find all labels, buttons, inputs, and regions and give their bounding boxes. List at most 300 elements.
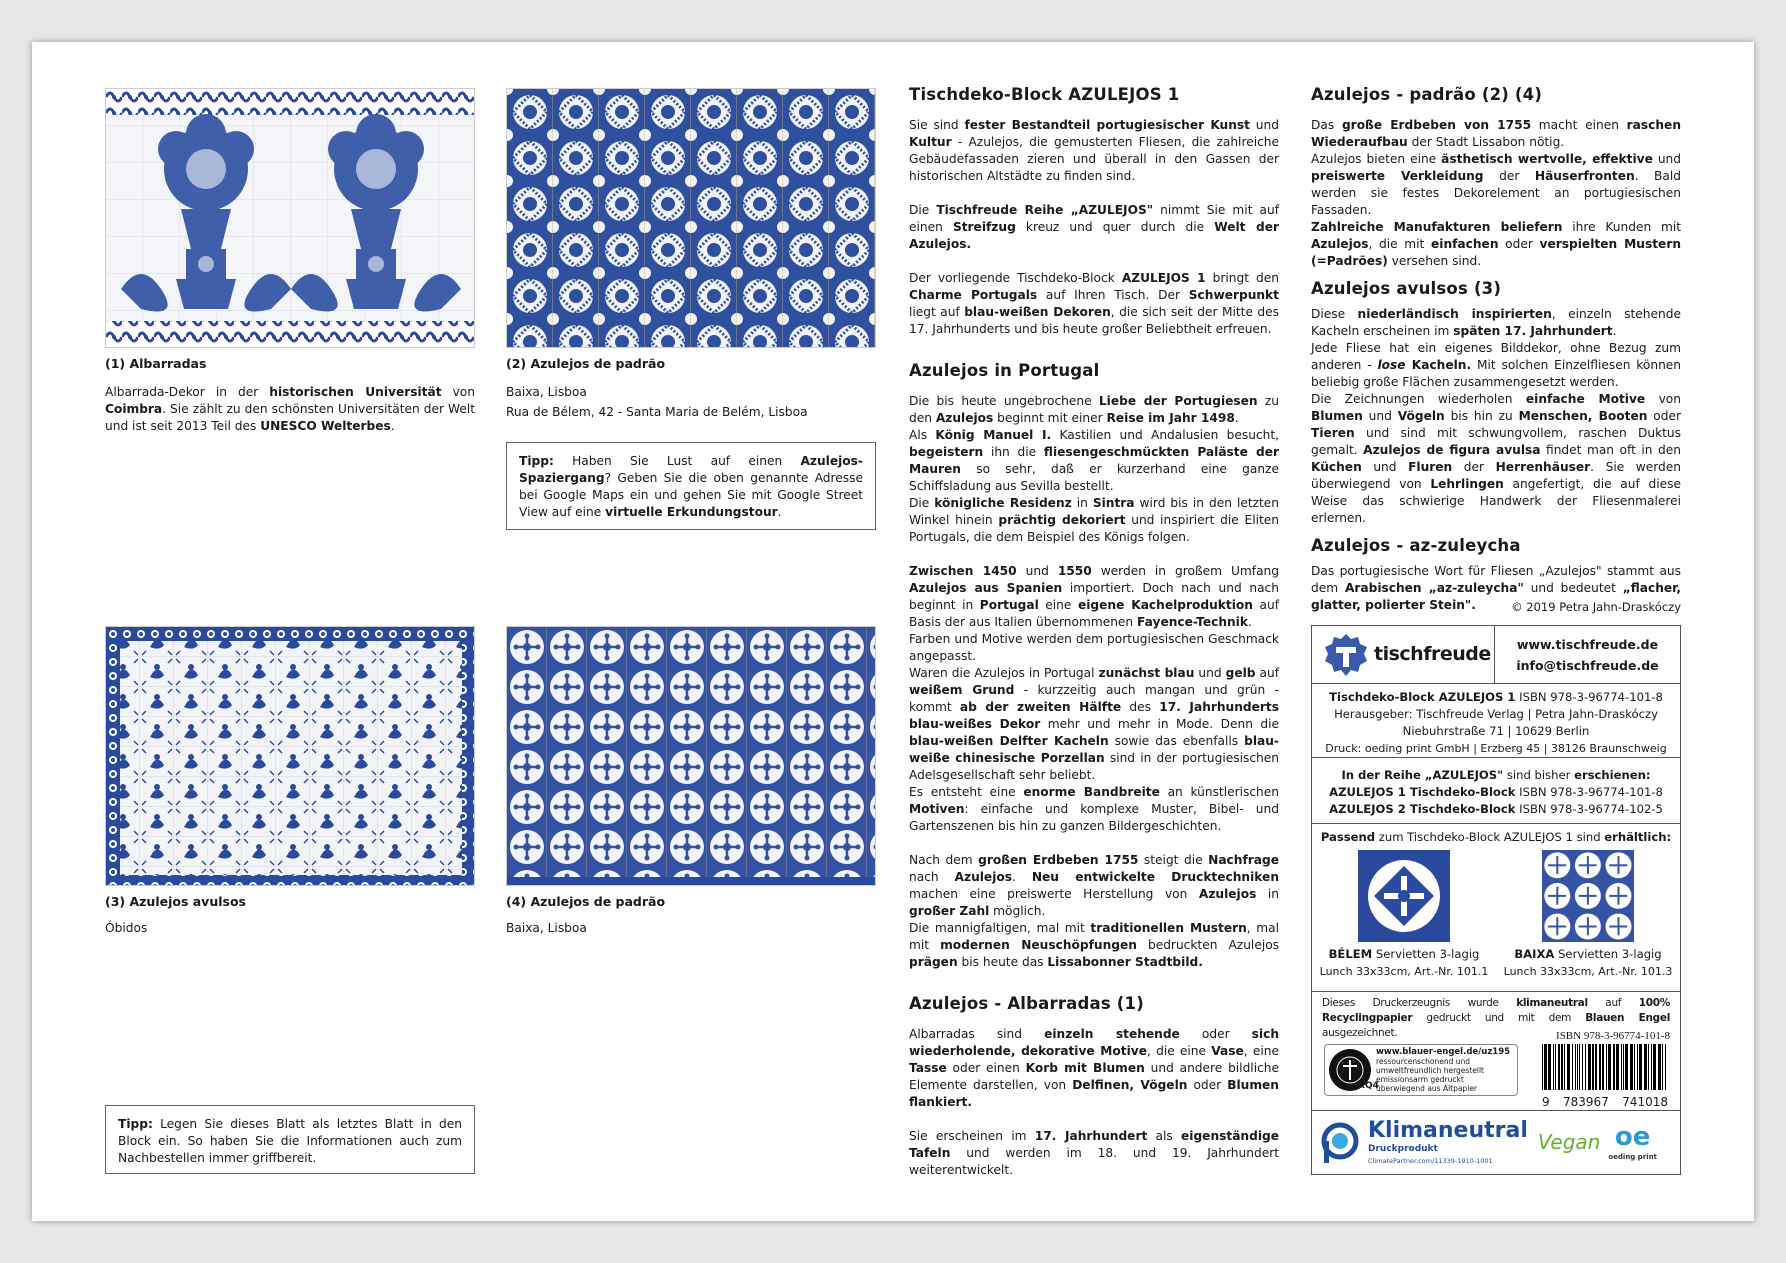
text-run: Haben Sie Lust auf einen	[553, 454, 801, 468]
address-line: Rua de Bélem, 42 - Santa Maria de Belém, Lisboa	[506, 405, 808, 419]
text-run: Die Zeichnungen wiederholen	[1311, 392, 1526, 406]
emphasis-text: Tipp:	[519, 454, 554, 468]
text-run: , die sich seit der Mitte des 17. Jahrhunderts und bis heute großer Beliebtheit erfreuen.	[909, 305, 1279, 336]
emphasis-text: 100% Recyclingpapier	[1322, 997, 1670, 1024]
text-run: und	[1194, 666, 1226, 680]
emphasis-text: erhältlich:	[1604, 830, 1672, 844]
padrao-paragraph	[1311, 151, 1681, 219]
barcode-digit: 783967	[1563, 1095, 1609, 1109]
text-run: und werden im 18. und 19. Jahrhundert weiterentwickelt.	[909, 1146, 1279, 1177]
barcode-bar	[1662, 1044, 1663, 1090]
text-run: oder	[1187, 1078, 1228, 1092]
text-run: bis heute das	[957, 955, 1048, 969]
text-run: sowie das ebenfalls	[1108, 734, 1245, 748]
barcode-bar	[1639, 1044, 1642, 1090]
portugal-paragraph	[909, 631, 1279, 665]
text-run: sind in der portugiesischen Adelsgesellschaft sehr beliebt.	[909, 751, 1280, 782]
emphasis-text: virtuelle Erkundungstour	[605, 505, 778, 519]
section-title-zuleycha: Azulejos - az-zuleycha	[1311, 536, 1521, 555]
text-run: Servietten 3-lagig	[1554, 947, 1662, 961]
emphasis-text: gelb	[1225, 666, 1256, 680]
portugal-paragraph	[909, 852, 1279, 920]
emphasis-text: In der Reihe „AZULEJOS"	[1341, 768, 1504, 782]
emphasis-text: Vase	[1211, 1044, 1244, 1058]
emphasis-text: AZULEJOS 1	[1121, 271, 1206, 285]
emphasis-text: prägen	[909, 955, 958, 969]
barcode-bar	[1616, 1044, 1619, 1090]
text-run: Die	[909, 203, 937, 217]
avulsos-paragraph	[1311, 306, 1681, 340]
barcode-bar	[1651, 1044, 1652, 1090]
text-run: Druck: oeding print GmbH | Erzberg 45 | 38126 Braunschweig	[1325, 742, 1667, 755]
albarradas-illustration	[106, 89, 475, 348]
tischfreude-logo	[1312, 626, 1495, 683]
emphasis-text: Azulejos de figura avulsa	[1363, 443, 1541, 457]
emphasis-text: Azulejos	[954, 870, 1012, 884]
text-run: ausgezeichnet.	[1322, 1027, 1398, 1039]
text-run: und	[1652, 152, 1682, 166]
caption-padrao-1: (2) Azulejos de padrão	[506, 356, 666, 371]
emphasis-text: Kacheln.	[1405, 358, 1472, 372]
portugal-paragraph	[909, 563, 1279, 631]
barcode-bar	[1567, 1044, 1570, 1090]
barcode-bar	[1648, 1044, 1649, 1090]
vegan-logo: Vegan	[1537, 1130, 1601, 1154]
emphasis-text: Tieren	[1311, 426, 1355, 440]
emphasis-text: BÉLEM	[1328, 947, 1373, 961]
eco-point: ressourcenschonend und umweltfreundlich hergestellt	[1376, 1057, 1484, 1075]
barcode-bar	[1548, 1044, 1551, 1090]
emphasis-text: Korb mit Blumen	[1025, 1061, 1145, 1075]
text-run: Als	[909, 428, 936, 442]
text-run: Mit solchen Einzelfliesen können beliebig große Flächen zusammengesetzt werden.	[1311, 358, 1682, 389]
text-run: . Sie zählt zu den schönsten Universitäten der Welt und ist seit 2013 Teil des	[105, 402, 475, 433]
padrao-pattern-2	[507, 627, 876, 886]
text-run: versehen sind.	[1387, 254, 1482, 268]
emphasis-text: Neu entwickelte Drucktechniken	[1031, 870, 1279, 884]
text-run: kreuz und quer durch die	[1015, 220, 1215, 234]
website-link[interactable]: www.tischfreude.de	[1516, 636, 1659, 652]
email-link[interactable]: info@tischfreude.de	[1516, 657, 1659, 673]
emphasis-text: einfachen	[1431, 237, 1499, 251]
text-run: sind bisher	[1503, 768, 1575, 782]
portugal-paragraph	[909, 920, 1279, 971]
emphasis-text: raschen Wiederaufbau	[1311, 118, 1682, 149]
emphasis-text: UNESCO Welterbes	[260, 419, 391, 433]
product-belem[interactable]	[1320, 850, 1489, 980]
oeding-name: oeding print	[1608, 1152, 1657, 1161]
caption-padrao-2: (4) Azulejos de padrão	[506, 894, 666, 909]
text-run: ISBN 978-3-96774-101-8	[1515, 690, 1663, 704]
emphasis-text: begeistern	[909, 445, 984, 459]
text-run: Das portugiesische Wort für Fliesen „Azulejos" stammt aus dem	[1311, 564, 1681, 595]
emphasis-text: traditionellen Mustern	[1090, 921, 1247, 935]
text-run: bedruckten Azulejos	[1136, 938, 1280, 952]
barcode-bar	[1665, 1044, 1666, 1090]
emphasis-text: Lehrlingen	[1430, 477, 1504, 491]
barcode-bar	[1572, 1044, 1573, 1090]
text-run: und	[1016, 564, 1058, 578]
imprint-line	[1312, 740, 1680, 757]
barcode-bar	[1658, 1044, 1661, 1090]
text-run: , die mit	[1368, 237, 1431, 251]
text-run: .	[1012, 870, 1032, 884]
emphasis-text: fester Bestandteil portugiesischer Kunst	[964, 118, 1250, 132]
imprint-row	[1312, 684, 1680, 758]
text-run: .	[390, 419, 395, 433]
emphasis-text: Charme Portugals	[909, 288, 1038, 302]
emphasis-text: Tasse	[909, 1061, 947, 1075]
klima-url: ClimatePartner.com/11339-1910-1001	[1368, 1156, 1493, 1165]
text-run: möglich.	[989, 904, 1046, 918]
text-run: oder einen	[946, 1061, 1026, 1075]
klimaneutral-logo	[1368, 1119, 1528, 1167]
text-run: Der vorliegende Tischdeko-Block	[909, 271, 1122, 285]
text-run: als	[1147, 1129, 1182, 1143]
emphasis-text: Azulejos	[935, 411, 994, 425]
emphasis-text: Tipp:	[118, 1117, 153, 1131]
emphasis-text: ab der zweiten Hälfte	[959, 700, 1122, 714]
emphasis-text: Sintra	[1092, 496, 1135, 510]
emphasis-text: klimaneutral	[1516, 997, 1588, 1009]
barcode-bar	[1599, 1044, 1601, 1090]
text-run: und inspiriert die Eliten Portugals, die dem Beispiel des Königs folgen.	[909, 513, 1280, 544]
emphasis-text: Azulejos	[1311, 237, 1369, 251]
text-run: .	[777, 505, 782, 519]
emphasis-text: 1550	[1057, 564, 1092, 578]
text-run: oder	[1179, 1027, 1252, 1041]
barcode-bar	[1564, 1044, 1565, 1090]
barcode-bar	[1621, 1044, 1622, 1090]
barcode-bar	[1558, 1044, 1560, 1090]
column-styles	[1311, 86, 1681, 616]
emphasis-text: Passend	[1320, 830, 1376, 844]
text-run: auf	[1587, 997, 1639, 1009]
text-run: und	[1249, 118, 1279, 132]
series-row	[1312, 758, 1680, 824]
climatepartner-icon	[1320, 1121, 1360, 1165]
klima-title: Klimaneutral	[1368, 1117, 1528, 1143]
barcode-bar	[1653, 1044, 1656, 1090]
text-run: gedruckt und mit dem	[1412, 1012, 1586, 1024]
emphasis-text: königliche Residenz	[934, 496, 1072, 510]
text-run: liegt auf	[909, 305, 965, 319]
padrao-2-location: Baixa, Lisboa	[506, 921, 587, 935]
text-run: und sind mit schwungvollem, raschen Duktus gemalt.	[1311, 426, 1681, 457]
emphasis-text: Nachfrage	[1208, 853, 1279, 867]
text-run: , einzeln stehende Kacheln erscheinen im	[1311, 307, 1681, 338]
emphasis-text: Zahlreiche Manufakturen beliefern	[1311, 220, 1563, 234]
albarradas-paragraph	[909, 1128, 1279, 1179]
belem-napkin-image	[1358, 850, 1450, 942]
emphasis-text: Delfinen, Vögeln	[1072, 1078, 1188, 1092]
series-line	[1312, 784, 1680, 801]
emphasis-text: ästhetisch wertvolle, effektive	[1441, 152, 1653, 166]
emphasis-text: „flacher, glatter, polierter Stein".	[1311, 581, 1681, 612]
emphasis-text: Tischfreude Reihe „AZULEJOS"	[936, 203, 1154, 217]
padrao-photo-1	[506, 88, 876, 348]
emphasis-text: Azulejos	[1198, 887, 1257, 901]
text-run: der	[1452, 460, 1496, 474]
series-line	[1312, 767, 1680, 784]
text-run: Niebuhrstraße 71 | 10629 Berlin	[1402, 724, 1590, 738]
text-run: . Bald werden sie festes Dekorelement an portugiesischen Fassaden.	[1311, 169, 1682, 217]
intro-paragraph	[909, 202, 1279, 253]
text-run: des	[1121, 700, 1160, 714]
barcode-bar	[1555, 1044, 1556, 1090]
main-title: Tischdeko-Block AZULEJOS 1	[909, 85, 1180, 104]
barcode-bar	[1606, 1044, 1607, 1090]
text-run: auf Ihren Tisch. Der	[1037, 288, 1189, 302]
emphasis-text: späten 17. Jahrhundert	[1453, 324, 1613, 338]
text-run: werden in großem Umfang	[1091, 564, 1279, 578]
text-run: und andere bildliche Elemente darstellen, von	[909, 1061, 1280, 1092]
tip-box-sheet	[105, 1105, 475, 1174]
albarradas-description	[105, 384, 475, 435]
location-line: Baixa, Lisboa	[506, 385, 587, 399]
emphasis-text: Herrenhäuser	[1495, 460, 1591, 474]
blauer-engel-label	[1324, 1044, 1518, 1096]
emphasis-text: Häuserfronten	[1534, 169, 1635, 183]
text-run: und	[1362, 409, 1398, 423]
text-run: Sie erscheinen im	[909, 1129, 1035, 1143]
eco-point: emissionsarm gedruckt	[1376, 1075, 1464, 1084]
text-run: Azulejos bieten eine	[1311, 152, 1442, 166]
intro-paragraph	[909, 270, 1279, 338]
emphasis-text: Azulejos aus Spanien	[909, 581, 1063, 595]
text-run: Legen Sie dieses Blatt als letztes Blatt in den Block ein. So haben Sie die Informationen auch zum Nachbestellen immer griffbereit.	[118, 1117, 462, 1165]
emphasis-text: einzeln stehende	[1044, 1027, 1180, 1041]
text-run: der Stadt Lissabon nötig.	[1407, 135, 1565, 149]
section-title-portugal: Azulejos in Portugal	[909, 361, 1100, 380]
emphasis-text: AZULEJOS 1 Tischdeko-Block	[1329, 785, 1516, 799]
barcode-bar	[1608, 1044, 1611, 1090]
emphasis-text: enorme Bandbreite	[1023, 785, 1160, 799]
barcode-bar	[1623, 1044, 1624, 1090]
barcode-digit: 9	[1542, 1095, 1550, 1109]
text-run: oder	[1498, 237, 1540, 251]
section-title-avulsos: Azulejos avulsos (3)	[1311, 279, 1502, 298]
barcode-bar	[1577, 1044, 1578, 1090]
emphasis-text: AZULEJOS 2 Tischdeko-Block	[1329, 802, 1516, 816]
emphasis-text: blau-weiße chinesische Porzellan	[909, 734, 1279, 765]
emphasis-text: Tischdeko-Block AZULEJOS 1	[1329, 690, 1516, 704]
emphasis-text: Portugal	[979, 598, 1039, 612]
albarradas-paragraph	[909, 1026, 1279, 1111]
emphasis-text: große Erdbeben von 1755	[1341, 118, 1532, 132]
text-run: Farben und Motive werden dem portugiesischen Geschmack angepasst.	[909, 632, 1279, 663]
text-run: : einfache und komplexe Muster, Bibel- und Gartenszenen bis hin zu ganzen Bildergeschichten.	[909, 802, 1279, 833]
emphasis-text: König Manuel I.	[935, 428, 1052, 442]
emphasis-text: eigenständige Tafeln	[909, 1129, 1279, 1160]
text-run: von	[441, 385, 475, 399]
emphasis-text: lose	[1377, 358, 1406, 372]
emphasis-text: Lissabonner Stadtbild.	[1047, 955, 1203, 969]
barcode-bar	[1588, 1044, 1591, 1090]
portugal-paragraph	[909, 495, 1279, 546]
text-run: machen eine preiswerte Herstellung von	[909, 887, 1199, 901]
emphasis-text: Vögeln	[1397, 409, 1445, 423]
text-run: bis hin zu	[1444, 409, 1519, 423]
emphasis-text: niederländisch inspirierten	[1357, 307, 1552, 321]
portugal-paragraph	[909, 665, 1279, 784]
text-run: Sie sind	[909, 118, 965, 132]
text-run: und	[1361, 460, 1409, 474]
portugal-paragraph	[909, 427, 1279, 495]
text-run: eine	[1038, 598, 1078, 612]
avulsos-pattern	[106, 627, 475, 886]
text-run: zu den	[909, 394, 1280, 425]
text-run: Waren die Azulejos in Portugal	[909, 666, 1099, 680]
barcode-bar	[1637, 1044, 1638, 1090]
emphasis-text: Welt der Azulejos.	[909, 220, 1279, 251]
barcode-bars	[1542, 1044, 1668, 1090]
emphasis-text: großen Erdbeben 1755	[978, 853, 1139, 867]
avulsos-location: Óbidos	[105, 921, 148, 935]
eco-point: überwiegend aus Altpapier	[1376, 1084, 1478, 1093]
text-run: bringt den	[1205, 271, 1280, 285]
emphasis-text: zunächst blau	[1098, 666, 1195, 680]
text-run: so sehr, daß er kurzerhand eine ganze Schiffsladung aus Sevilla bestellt.	[909, 462, 1279, 493]
emphasis-text: eigene Kachelproduktion	[1077, 598, 1253, 612]
emphasis-text: Kultur	[909, 135, 952, 149]
barcode-bar	[1561, 1044, 1563, 1090]
text-run: .	[1247, 615, 1252, 629]
text-run: von	[1645, 392, 1681, 406]
blauer-engel-url[interactable]: www.blauer-engel.de/uz195	[1376, 1047, 1511, 1057]
intro-paragraph	[909, 117, 1279, 185]
brand-name: tischfreude	[1374, 643, 1491, 665]
text-run: - Azulejos, die gemusterten Fliesen, die zahlreiche Gebäudefassaden zieren und überall in den Gassen der historischen Altstädte zu finden sind.	[909, 135, 1279, 183]
emphasis-text: BAIXA	[1514, 947, 1555, 961]
imprint-line	[1312, 689, 1680, 706]
padrao-paragraph	[1311, 117, 1681, 151]
emphasis-text: Coimbra	[105, 402, 163, 416]
emphasis-text: verspielten Mustern (=Padrões)	[1311, 237, 1682, 268]
emphasis-text: einfache Motive	[1525, 392, 1646, 406]
emphasis-text: prächtig dekoriert	[998, 513, 1126, 527]
text-run: Dieses Druckerzeugnis wurde	[1322, 997, 1517, 1009]
caption-albarradas: (1) Albarradas	[105, 356, 207, 371]
matching-heading	[1312, 829, 1680, 846]
barcode-bar	[1544, 1044, 1547, 1090]
text-run: ihre Kunden mit	[1562, 220, 1681, 234]
text-run: auf Basis der aus Italien übernommenen	[909, 598, 1279, 629]
imprint-line	[1312, 723, 1680, 740]
text-run: in	[1071, 496, 1093, 510]
emphasis-text: modernen Neuschöpfungen	[940, 938, 1137, 952]
text-run: Die mannigfaltigen, mal mit	[909, 921, 1091, 935]
barcode-bar	[1579, 1044, 1580, 1090]
emphasis-text: großer Zahl	[909, 904, 990, 918]
avulsos-paragraph	[1311, 391, 1681, 527]
text-run: Die bis heute ungebrochene	[909, 394, 1099, 408]
emphasis-text: Liebe der Portugiesen	[1098, 394, 1258, 408]
padrao-1-location	[506, 384, 876, 421]
emphasis-text: Blumen	[1311, 409, 1363, 423]
text-run: und bedeutet	[1523, 581, 1623, 595]
emphasis-text: 17. Jahrhunderts blau-weißes Dekor	[909, 700, 1279, 731]
barcode-bar	[1582, 1044, 1583, 1090]
emphasis-text: 17. Jahrhundert	[1034, 1129, 1148, 1143]
tip-box-walk	[506, 442, 876, 530]
text-run: .	[1612, 324, 1617, 338]
oeding-print-logo	[1608, 1123, 1657, 1163]
portugal-paragraph	[909, 393, 1279, 427]
text-run: , die eine	[1146, 1044, 1212, 1058]
text-run: ISBN 978-3-96774-101-8	[1515, 785, 1663, 799]
text-run: macht einen	[1531, 118, 1627, 132]
barcode-bar	[1630, 1044, 1633, 1090]
padrao-paragraph	[1311, 219, 1681, 270]
emphasis-text: sich wiederholende, dekorative Motive	[909, 1027, 1280, 1058]
barcode-bar	[1644, 1044, 1647, 1090]
emphasis-text: fliesengeschmückten Paläste der Mauren	[909, 445, 1280, 476]
text-run: importiert. Doch nach und nach beginnt in	[909, 581, 1279, 612]
text-run: Servietten 3-lagig	[1372, 947, 1480, 961]
text-run: der	[1483, 169, 1535, 183]
product-baixa[interactable]	[1504, 850, 1673, 980]
imprint-line	[1312, 706, 1680, 723]
text-run: Es entsteht eine	[909, 785, 1024, 799]
section-title-padrao: Azulejos - padrão (2) (4)	[1311, 85, 1543, 104]
emphasis-text: blau-weißen Dekoren	[964, 305, 1111, 319]
emphasis-text: Motiven	[909, 802, 965, 816]
emphasis-text: Fluren	[1408, 460, 1453, 474]
barcode-bar	[1634, 1044, 1635, 1090]
portugal-paragraph	[909, 784, 1279, 835]
barcode-bar	[1592, 1044, 1594, 1090]
text-run: ihn die	[983, 445, 1044, 459]
blauer-engel-code: XQ4	[1358, 1081, 1379, 1091]
text-run: , mal mit	[909, 921, 1279, 952]
copyright: © 2019 Petra Jahn-Draskóczy	[1511, 600, 1681, 614]
tischfreude-badge-icon	[1324, 633, 1368, 677]
text-run: , eine	[1243, 1044, 1279, 1058]
product-detail: Lunch 33x33cm, Art.-Nr. 101.3	[1503, 965, 1673, 978]
barcode-bar	[1625, 1044, 1628, 1090]
text-run: ISBN 978-3-96774-102-5	[1515, 802, 1663, 816]
albarradas-photo	[105, 88, 475, 348]
text-run: mehr und mehr in Mode. Denn die	[1040, 717, 1280, 731]
text-run: wird bis in den letzten Winkel hinein	[909, 496, 1280, 527]
emphasis-text: weißem Grund	[909, 683, 1015, 697]
text-run: oder	[1647, 409, 1682, 423]
barcode-bar	[1585, 1044, 1586, 1090]
emphasis-text: Streifzug	[952, 220, 1016, 234]
emphasis-text: Schwerpunkt	[1188, 288, 1279, 302]
text-run: an künstlerischen	[1159, 785, 1279, 799]
padrao-pattern-1	[507, 89, 876, 348]
caption-avulsos: (3) Azulejos avulsos	[105, 894, 246, 909]
emphasis-text: Blumen flankiert.	[909, 1078, 1279, 1109]
text-run: Diese	[1311, 307, 1358, 321]
product-name	[1504, 946, 1673, 963]
emphasis-text: Zwischen 1450	[909, 564, 1017, 578]
text-run: nach	[909, 870, 955, 884]
matching-products-row	[1312, 824, 1680, 992]
oeding-mark: oe	[1614, 1121, 1651, 1152]
certification-logos	[1312, 1111, 1680, 1174]
emphasis-text: Küchen	[1311, 460, 1362, 474]
text-run: . Sie werden überwiegend von	[1311, 460, 1682, 491]
text-run: findet man oft in den	[1540, 443, 1682, 457]
padrao-photo-2	[506, 626, 876, 886]
text-run: Jede Fliese hat ein eigenes Bilddekor, ohne Bezug zum anderen -	[1311, 341, 1681, 372]
emphasis-text: Azulejos-Spaziergang	[519, 454, 863, 485]
barcode	[1542, 1044, 1668, 1109]
text-run: auf	[1255, 666, 1279, 680]
